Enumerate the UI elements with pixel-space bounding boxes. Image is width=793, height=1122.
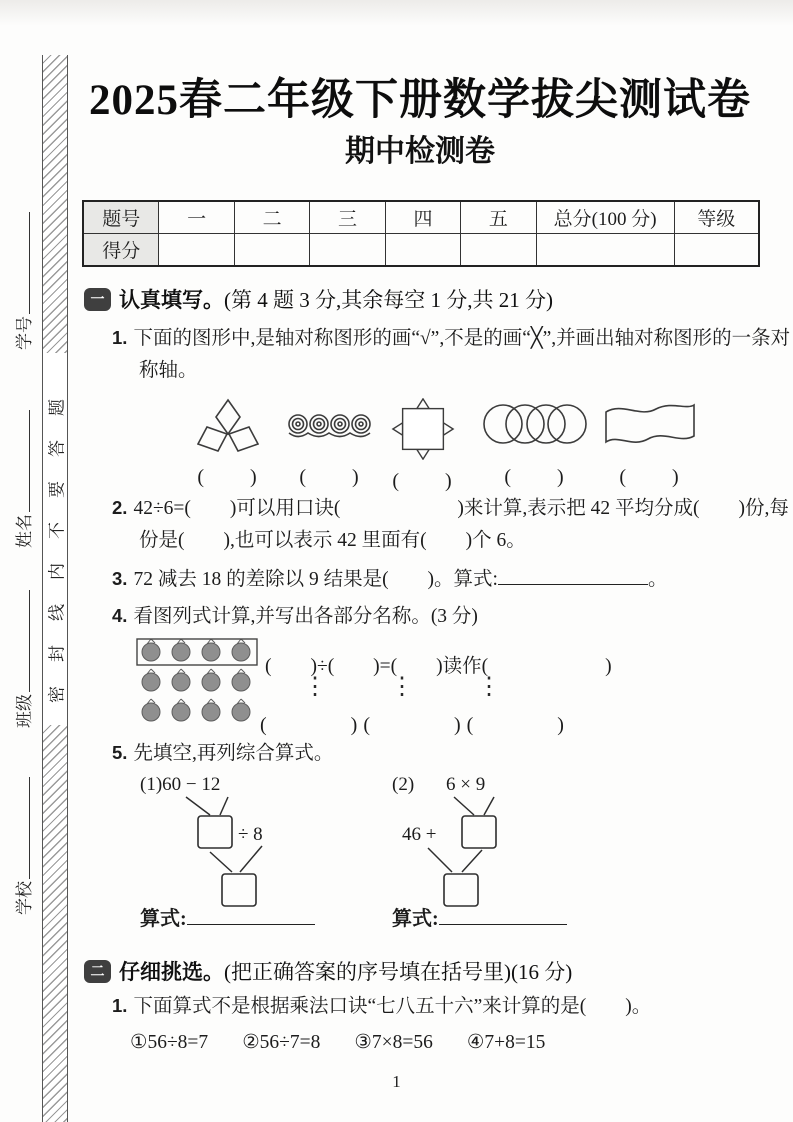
vertical-dots: ⋮	[477, 674, 501, 700]
field-label: 学校	[15, 881, 34, 915]
diagram-operator: 46 +	[402, 824, 437, 845]
question-number: 2.	[112, 497, 128, 518]
empty-cell	[310, 234, 385, 267]
option-2: ②56÷7=8	[242, 1032, 321, 1053]
header-cell: 总分(100 分)	[536, 201, 674, 234]
shape-cell	[285, 398, 375, 489]
page-number: 1	[392, 1072, 401, 1091]
field-student-id	[10, 212, 35, 350]
scan-shadow	[0, 0, 793, 26]
section1-title-text: 认真填写。	[119, 288, 224, 312]
equation-label: 算式:	[140, 908, 187, 930]
diagram-expression: 6 × 9	[446, 774, 486, 795]
field-label: 姓名	[15, 514, 34, 548]
question-5	[112, 737, 791, 770]
diagram-expression: (1)60 − 12	[140, 774, 221, 795]
section2-badge-icon: 二	[84, 960, 111, 983]
header-cell: 二	[234, 201, 309, 234]
answer-paren: ( )	[619, 466, 681, 488]
score-label-cell: 得分	[83, 234, 159, 267]
section2-title	[119, 956, 572, 986]
question-number: 4.	[112, 605, 128, 626]
equation-line-2	[392, 902, 567, 931]
header-cell: 五	[461, 201, 536, 234]
header-cell: 一	[159, 201, 234, 234]
fill-line	[12, 777, 30, 879]
vertical-dots: ⋮	[390, 674, 414, 700]
answer-line	[439, 904, 567, 925]
question-number: 3.	[112, 568, 128, 589]
empty-cell	[385, 234, 460, 267]
question-text: 下面的图形中,是轴对称图形的画“√”,不是的画“╳”,并画出轴对称图形的一条对称轴。	[133, 328, 791, 381]
seal-line-strip	[42, 55, 68, 1122]
empty-cell	[234, 234, 309, 267]
question-number: 1.	[112, 327, 128, 348]
shape-cell	[385, 398, 461, 493]
table-row	[83, 201, 759, 234]
fill-line	[12, 590, 30, 692]
field-label: 学号	[15, 316, 34, 350]
question-text: 42÷6=( )可以用口诀( )来计算,表示把 42 平均分成( )份,每份是( ),也可以表示 42 里面有( )个 6。	[133, 498, 789, 551]
header-cell: 题号	[83, 201, 159, 234]
section2-title-text: 仔细挑选。	[119, 960, 224, 984]
hatch-pattern	[43, 55, 67, 353]
answer-paren: ( )	[392, 470, 454, 492]
options-row	[130, 1030, 755, 1054]
shape-cell	[185, 398, 271, 489]
q5-diagram-2	[390, 770, 590, 910]
square-star-icon	[390, 398, 456, 460]
seal-text-area	[43, 353, 67, 725]
section1-note: (第 4 题 3 分,其余每空 1 分,共 21 分)	[224, 288, 553, 312]
question-number: 5.	[112, 742, 128, 763]
section1-header	[84, 284, 553, 314]
option-1: ①56÷8=7	[130, 1032, 209, 1053]
q5-diagram-1	[140, 770, 320, 910]
question-2	[112, 492, 791, 557]
header-cell: 四	[385, 201, 460, 234]
page-subtitle: 期中检测卷	[345, 135, 495, 168]
option-3: ③7×8=56	[354, 1032, 433, 1053]
diagram-label: (2)	[392, 774, 415, 795]
fill-line	[12, 410, 30, 512]
header-cell: 等级	[674, 201, 759, 234]
empty-cell	[674, 234, 759, 267]
question-4-figure	[135, 636, 760, 741]
answer-paren: ( )	[504, 466, 566, 488]
question-text: 看图列式计算,并写出各部分名称。(3 分)	[133, 606, 478, 627]
question-number: 1.	[112, 995, 128, 1016]
seal-text: 密封线内不要答题	[47, 375, 67, 703]
field-name	[10, 410, 35, 548]
question-1	[112, 322, 791, 387]
field-label: 班级	[15, 694, 34, 728]
table-row	[83, 234, 759, 267]
page-title: 2025春二年级下册数学拔尖测试卷	[89, 77, 751, 124]
question-3	[112, 563, 791, 596]
overlapping-circles-icon	[482, 398, 588, 456]
answer-paren: ( )	[197, 466, 259, 488]
section1-badge-icon: 一	[84, 288, 111, 311]
section2-question-1	[112, 990, 791, 1023]
answer-line	[498, 565, 648, 586]
header-cell: 三	[310, 201, 385, 234]
option-4: ④7+8=15	[466, 1032, 546, 1053]
section1-title	[119, 284, 553, 314]
apples-array-icon	[135, 636, 259, 732]
fill-line	[12, 212, 30, 314]
section2-header	[84, 956, 572, 986]
wave-spirals-icon	[286, 398, 374, 456]
diagram-operator: ÷ 8	[238, 824, 263, 845]
wavy-flag-icon	[602, 398, 698, 456]
field-school	[10, 777, 35, 915]
equation-label: 算式:	[392, 908, 439, 930]
name-parens: ( )( )( )	[260, 714, 570, 736]
question-tail: 。	[647, 569, 668, 590]
field-class	[10, 590, 35, 728]
answer-line	[187, 904, 315, 925]
question-text: 先填空,再列综合算式。	[133, 743, 334, 764]
equation-line-1	[140, 902, 315, 931]
vertical-dots: ⋮	[303, 674, 327, 700]
question-text: 下面算式不是根据乘法口诀“七八五十六”来计算的是( )。	[133, 996, 652, 1017]
empty-cell	[461, 234, 536, 267]
question-text: 72 减去 18 的差除以 9 结果是( )。算式:	[133, 569, 498, 590]
tri-rhombus-icon	[197, 398, 259, 456]
answer-paren: ( )	[299, 466, 361, 488]
empty-cell	[159, 234, 234, 267]
score-table	[82, 200, 760, 267]
empty-cell	[536, 234, 674, 267]
shape-cell	[600, 398, 700, 489]
shape-cell	[480, 398, 590, 489]
hatch-pattern	[43, 725, 67, 1122]
question-4	[112, 600, 791, 633]
section2-note: (把正确答案的序号填在括号里)(16 分)	[224, 960, 573, 984]
division-formula: ( )÷( )=( )读作( )	[265, 656, 612, 677]
